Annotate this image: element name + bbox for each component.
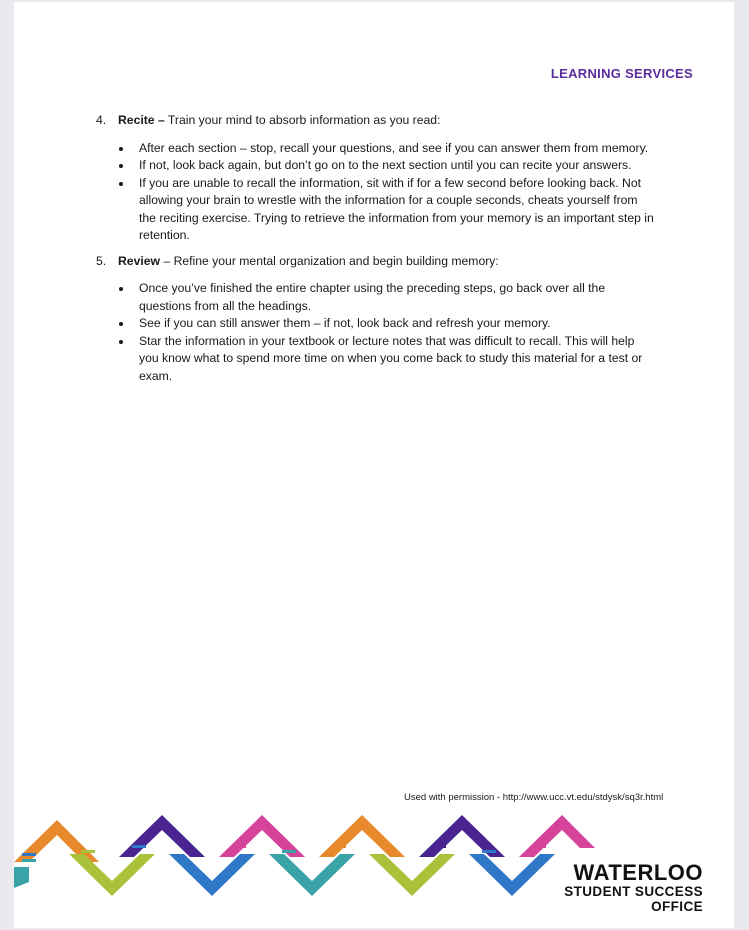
list-item-text: If not, look back again, but don’t go on to the next section until you can recite your answers. [139,158,632,172]
document-body [96,112,656,393]
review-bullet-list [118,280,656,385]
step-title: Review [118,253,161,268]
stripe-accent [482,850,496,853]
stripe-accent [532,845,546,848]
chevron-up-pink-2 [519,815,595,857]
logo-line-1: WATERLOO [573,860,703,885]
list-item-text: If you are unable to recall the information, sit with if for a few second before looking back. Not allowing your brain to wrestle with the information for a couple seconds, cheats yourself from the reciting exercise. Trying to retrieve the information from your memory is an important step in retention. [139,175,654,242]
step-review [96,253,656,271]
list-item [118,175,656,245]
list-item [118,280,656,315]
citation-link[interactable]: Used with permission - http://www.ucc.vt.edu/stdysk/sq3r.html [404,792,664,803]
stripe-accent [282,850,296,853]
step-title: Recite – [118,113,165,127]
document-page [14,2,734,928]
step-recite [96,112,656,130]
list-item-text: Once you’ve finished the entire chapter using the preceding steps, go back over all the questions from all the headings. [139,281,606,313]
step-text: – Refine your mental organization and begin building memory: [160,253,499,268]
stripe-accent [232,845,246,848]
stripe-accent [432,845,446,848]
chevron-down-green-2 [369,854,455,896]
stripe-accent [132,845,146,848]
stripe-accent [332,845,346,848]
list-item-text: Star the information in your textbook or lecture notes that was difficult to recall. This will help you know what to spend more time on when you come back to study this material for a test or exam. [139,333,643,383]
step-number: 4. [96,113,107,127]
chevron-up-orange-2 [319,815,405,857]
list-item [118,140,656,158]
list-item [118,157,656,175]
stripe-accent [81,850,95,853]
chevron-up-purple [119,815,205,857]
chevron-down-blue [169,854,255,896]
step-text: Train your mind to absorb information as you read: [164,113,441,127]
bullet-icon [119,182,123,186]
header-brand: LEARNING SERVICES [550,66,693,81]
bullet-icon [119,322,123,326]
list-item-text: After each section – stop, recall your questions, and see if you can answer them from memory. [139,140,649,155]
chevron-down-teal-2 [269,854,355,896]
bullet-icon [119,147,123,151]
waterloo-logo [564,862,703,914]
logo-line-2: STUDENT SUCCESS [564,884,703,899]
bullet-icon [119,287,123,291]
logo-line-3: OFFICE [651,899,703,914]
chevron-down-green [69,854,155,896]
bullet-icon [119,164,123,168]
list-item [118,315,656,333]
stripe-accent [22,853,36,856]
chevron-down-teal [14,867,29,888]
list-item-text: See if you can still answer them – if not, look back and refresh your memory. [139,316,551,330]
bullet-icon [119,340,123,344]
chevron-down-blue-2 [469,854,555,896]
stripe-accent [22,859,36,862]
step-number: 5. [96,253,107,268]
list-item [118,333,656,386]
recite-bullet-list [118,140,656,245]
